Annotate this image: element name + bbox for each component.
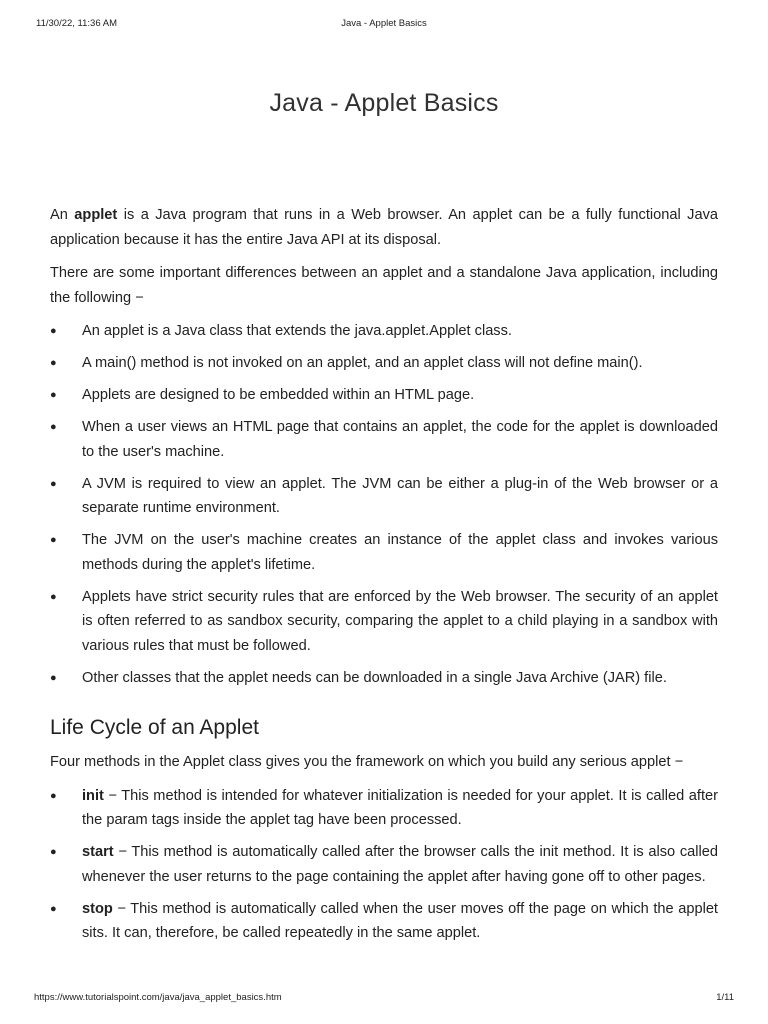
list-item-text: Applets have strict security rules that are enforced by the Web browser. The security of an applet is often referred to as sandbox security, comparing the applet to a child playing in a sandbox with various rules that must be followed.	[82, 588, 718, 654]
differences-list	[50, 319, 718, 690]
lifecycle-heading: Life Cycle of an Applet	[50, 716, 259, 739]
list-item-start	[50, 840, 718, 889]
list-item-text: The JVM on the user's machine creates an instance of the applet class and invokes various methods during the applet's lifetime.	[82, 532, 718, 573]
bullet-icon: ●	[50, 477, 57, 490]
list-item	[50, 415, 718, 464]
bullet-icon: ●	[50, 534, 57, 546]
bullet-icon: ●	[50, 357, 57, 369]
list-item-text: An applet is a Java class that extends the java.applet.Applet class.	[82, 323, 512, 339]
method-desc: − This method is automatically called when the user moves off the page on which the applet sits. It can, therefore, be called repeatedly in the same applet.	[82, 900, 718, 941]
method-desc: − This method is intended for whatever initialization is needed for your applet. It is called after the param tags inside the applet tag have been processed.	[82, 787, 718, 828]
article-content	[50, 200, 718, 953]
lifecycle-intro: Four methods in the Applet class gives you the framework on which you build any serious applet −	[50, 754, 684, 770]
bullet-icon: ●	[50, 671, 57, 684]
page-title: Java - Applet Basics	[269, 89, 499, 117]
bullet-icon: ●	[50, 902, 57, 915]
method-name: init	[82, 787, 104, 804]
print-url: https://www.tutorialspoint.com/java/java_applet_basics.htm	[34, 992, 282, 1003]
list-item	[50, 528, 718, 577]
print-page-number: 1/11	[716, 992, 734, 1003]
list-item	[50, 472, 718, 521]
list-item	[50, 383, 718, 408]
intro-bold-term: applet	[74, 207, 118, 223]
intro-rest: is a Java program that runs in a Web browser. An applet can be a fully functional Java application because it has the entire Java API at its disposal.	[50, 207, 718, 248]
differences-intro: There are some important differences between an applet and a standalone Java application, including the following −	[50, 265, 718, 306]
list-item-text: Applets are designed to be embedded within an HTML page.	[82, 387, 475, 403]
intro-prefix: An	[50, 207, 75, 223]
bullet-icon: ●	[50, 846, 57, 858]
list-item	[50, 351, 718, 376]
list-item-text: When a user views an HTML page that contains an applet, the code for the applet is downloaded to the user's machine.	[82, 419, 718, 460]
intro-paragraph	[50, 203, 718, 252]
bullet-icon: ●	[50, 389, 57, 401]
method-name: start	[82, 844, 114, 860]
bullet-icon: ●	[50, 789, 57, 802]
bullet-icon: ●	[50, 325, 57, 337]
list-item-text: Other classes that the applet needs can be downloaded in a single Java Archive (JAR) file.	[82, 669, 667, 686]
list-item	[50, 319, 718, 344]
list-item-text: A JVM is required to view an applet. The JVM can be either a plug-in of the Web browser or a separate runtime environment.	[82, 475, 718, 516]
bullet-icon: ●	[50, 421, 57, 433]
bullet-icon: ●	[50, 590, 57, 603]
list-item	[50, 585, 718, 659]
list-item	[50, 666, 718, 691]
method-desc: − This method is automatically called after the browser calls the init method. It is also called whenever the user returns to the page containing the applet after having gone off to other pages.	[82, 844, 718, 885]
list-item-text: A main() method is not invoked on an applet, and an applet class will not define main().	[82, 355, 643, 371]
method-name: stop	[82, 900, 113, 917]
print-doc-title: Java - Applet Basics	[341, 18, 427, 29]
list-item-init	[50, 784, 718, 833]
lifecycle-methods-list	[50, 784, 718, 946]
list-item-stop	[50, 897, 718, 946]
print-datetime: 11/30/22, 11:36 AM	[36, 18, 117, 29]
